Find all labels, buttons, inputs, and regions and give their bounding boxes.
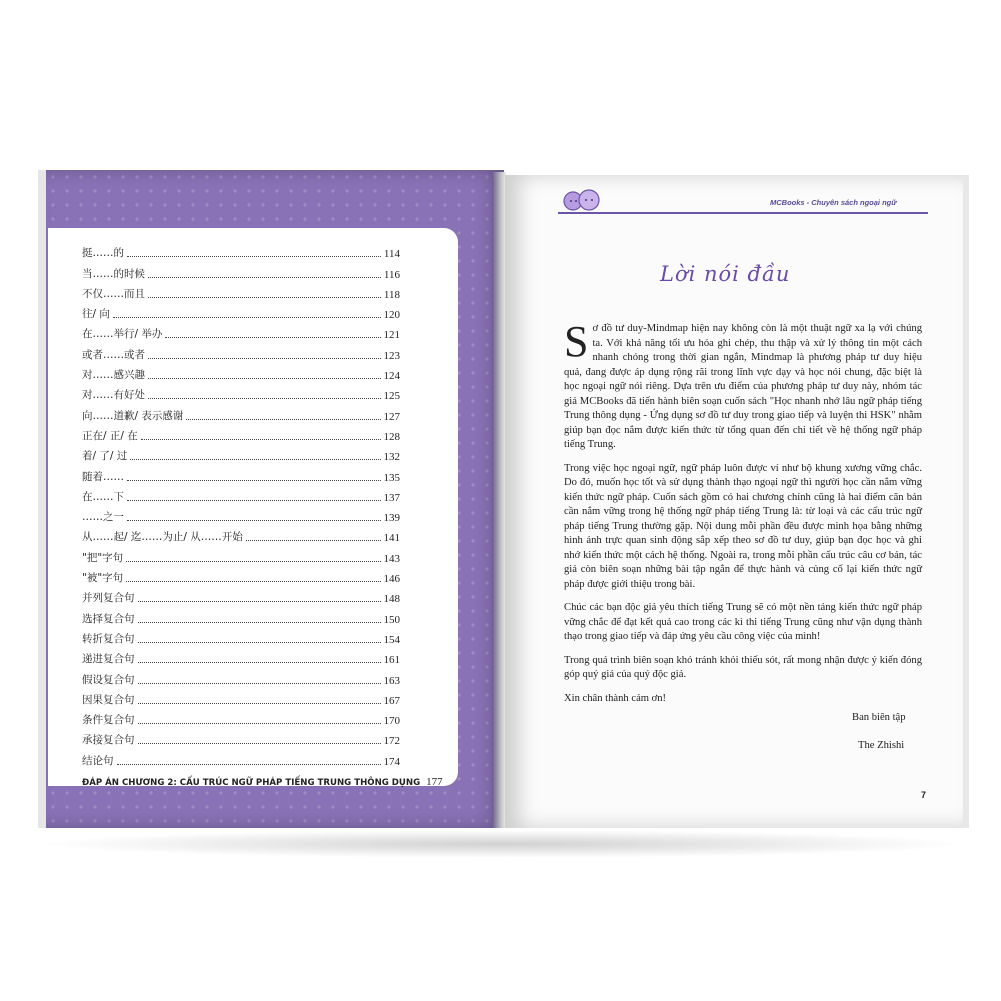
toc-label: 递进复合句 [82, 653, 135, 666]
preface-paragraph [564, 654, 922, 683]
toc-label: 向……道歉/ 表示感谢 [82, 409, 184, 422]
preface-paragraph-text: Trong quá trình biên soạn khó tránh khỏi thiếu sót, rất mong nhận được ý kiến đóng góp quý giá của quý độc giả. [564, 654, 922, 680]
toc-row [82, 727, 400, 747]
toc-page-number: 127 [383, 410, 400, 423]
toc-row [82, 402, 400, 422]
book-shadow [38, 830, 968, 858]
toc-row [82, 321, 400, 341]
toc-label: 正在/ 正/ 在 [82, 429, 138, 442]
toc-leader-dots [138, 641, 381, 643]
toc-row [82, 281, 400, 301]
toc-leader-dots [138, 742, 381, 744]
toc-row [82, 423, 400, 443]
preface-paragraph [564, 317, 922, 453]
toc-label: 往/ 向 [82, 308, 110, 321]
toc-leader-dots [127, 255, 381, 257]
toc-leader-dots [138, 661, 381, 663]
toc-label: "被"字句 [82, 572, 124, 585]
toc-page-number: 146 [383, 573, 400, 586]
toc-page-number: 170 [383, 715, 400, 728]
toc-row [82, 768, 443, 789]
signature-company: The Zhishi [858, 740, 905, 751]
preface-paragraph [564, 692, 922, 707]
header-rule [558, 212, 928, 214]
toc-row [82, 565, 400, 585]
toc-label: 结论句 [82, 754, 114, 767]
toc-label: ĐÁP ÁN CHƯƠNG 2: CẤU TRÚC NGỮ PHÁP TIẾNG TRUNG THÔNG DỤNG [82, 778, 421, 789]
toc-page-number: 163 [383, 674, 400, 687]
toc-leader-dots [126, 560, 380, 562]
toc-label: 在……下 [82, 490, 124, 503]
toc-page-number: 123 [383, 349, 400, 362]
toc-page-number: 116 [383, 268, 400, 281]
preface-paragraph [564, 601, 922, 645]
toc-label: 条件复合句 [82, 714, 135, 727]
toc-page-number: 128 [383, 430, 400, 443]
toc-row [82, 341, 400, 361]
toc-page-number: 135 [383, 471, 400, 484]
page-title: Lời nói đầu [660, 262, 791, 286]
preface-paragraph-text: Chúc các bạn độc giả yêu thích tiếng Trung sẽ có một nền tảng kiến thức ngữ pháp vững chắc để đạt kết quả cao trong các kì thi tiếng Trung cũng như vận dụng thành thạo trong giao tiếp và đáp ứng yêu cầu công việc của mình! [564, 602, 922, 642]
toc-row [82, 707, 400, 727]
toc-leader-dots [127, 479, 381, 481]
toc-row [82, 605, 400, 625]
toc-row [82, 240, 400, 260]
toc-leader-dots [246, 539, 381, 541]
toc-leader-dots [113, 316, 381, 318]
toc-label: 不仅……而且 [82, 287, 145, 300]
preface-paragraph-text: Trong việc học ngoại ngữ, ngữ pháp luôn được ví như bộ khung xương vững chắc. Do đó, muốn học tốt và sử dụng thành thạo ngoại ngữ thì người học cần nắm vững kiến thức ngữ pháp. Cuốn sách gồm có hai chương chính cũng là hai điểm căn bản cần nắm vững trong hệ thống ngữ pháp tiếng Trung là: từ loại và các cấu trúc ngữ pháp tiếng Trung thường gặp. Nội dung mỗi phần đều được minh họa bằng những hình ảnh trực quan sinh động sắp xếp theo sơ đồ tư duy, giúp bạn đọc học và ghi nhớ kiến thức một cách hệ thống. Ngoài ra, trong mỗi phần cấu trúc câu cơ bản, tác giả còn biên soạn những bài tập ngắn để thực hành và củng cố lại kiến thức ngữ pháp được giới thiệu trong bài. [564, 462, 922, 590]
signature-editor: Ban biên tập [852, 712, 906, 723]
toc-label: 着/ 了/ 过 [82, 450, 128, 463]
toc-row [82, 585, 400, 605]
toc-leader-dots [165, 336, 380, 338]
toc-leader-dots [127, 519, 381, 521]
toc-row [82, 747, 400, 767]
toc-page-number: 124 [383, 370, 400, 383]
toc-leader-dots [138, 600, 381, 602]
toc-label: 对……感兴趣 [82, 369, 145, 382]
toc-leader-dots [148, 276, 381, 278]
toc-page-number: 174 [383, 755, 400, 768]
toc-row [82, 626, 400, 646]
toc-leader-dots [148, 377, 381, 379]
toc-label: 挺……的 [82, 247, 124, 260]
toc-row [82, 260, 400, 280]
toc-page-number: 137 [383, 491, 400, 504]
toc-page-number: 177 [426, 776, 443, 789]
toc-leader-dots [141, 438, 381, 440]
toc-label: "把"字句 [82, 551, 124, 564]
toc-label: ……之一 [82, 511, 124, 524]
toc-leader-dots [138, 682, 381, 684]
preface-paragraph [564, 462, 922, 593]
toc-page-number: 141 [383, 532, 400, 545]
toc-row [82, 524, 400, 544]
toc-row [82, 646, 400, 666]
toc-label: 对……有好处 [82, 389, 145, 402]
toc-row [82, 666, 400, 686]
table-of-contents [82, 240, 443, 789]
toc-row [82, 463, 400, 483]
toc-page-number: 172 [383, 735, 400, 748]
toc-leader-dots [130, 458, 380, 460]
toc-leader-dots [138, 621, 381, 623]
toc-page-number: 148 [383, 593, 400, 606]
toc-leader-dots [126, 580, 380, 582]
toc-row [82, 544, 400, 564]
toc-leader-dots [148, 357, 381, 359]
preface-paragraph-text: Xin chân thành cảm ơn! [564, 692, 667, 704]
toc-page-number: 161 [383, 654, 400, 667]
toc-row [82, 504, 400, 524]
toc-page-number: 150 [383, 613, 400, 626]
toc-leader-dots [138, 702, 381, 704]
toc-label: 从……起/ 迄……为止/ 从……开始 [82, 531, 243, 544]
two-faces-logo-icon [558, 186, 606, 212]
toc-leader-dots [127, 499, 381, 501]
toc-row [82, 443, 400, 463]
toc-row [82, 362, 400, 382]
toc-leader-dots [148, 296, 381, 298]
toc-label: 承接复合句 [82, 734, 135, 747]
toc-page-number: 167 [383, 694, 400, 707]
header-publisher: MCBooks - Chuyên sách ngoại ngữ [770, 198, 897, 207]
toc-label: 因果复合句 [82, 693, 135, 706]
toc-row [82, 687, 400, 707]
toc-leader-dots [138, 722, 381, 724]
toc-label: 或者……或者 [82, 348, 145, 361]
book-spine [492, 172, 506, 828]
toc-page-number: 139 [383, 512, 400, 525]
toc-label: 并列复合句 [82, 592, 135, 605]
toc-row [82, 301, 400, 321]
toc-leader-dots [186, 418, 380, 420]
toc-row [82, 484, 400, 504]
toc-label: 选择复合句 [82, 612, 135, 625]
toc-page-number: 132 [383, 451, 400, 464]
preface-body [564, 317, 922, 715]
toc-label: 在……举行/ 举办 [82, 328, 163, 341]
drop-cap: S [564, 317, 589, 366]
toc-leader-dots [148, 397, 381, 399]
toc-label: 随着…… [82, 470, 124, 483]
toc-page-number: 143 [383, 552, 400, 565]
toc-label: 当……的时候 [82, 267, 145, 280]
toc-page-number: 118 [383, 288, 400, 301]
page-number: 7 [921, 790, 927, 800]
toc-page-number: 120 [383, 309, 400, 322]
preface-paragraph-text: ơ đồ tư duy-Mindmap hiện nay không còn là một thuật ngữ xa lạ với chúng ta. Với khả năng tối ưu hóa ghi chép, thu thập và xử lý thông tin một cách nhanh chóng trong thời gian ngắn, Mindmap là phương pháp tư duy hiệu quả, đang được áp dụng rộng rãi trong lĩnh vực dạy và học nói chung, đặc biệt là học ngoại ngữ nói riêng. Dựa trên ưu điểm của phương pháp tư duy này, nhóm tác giả MCBooks đã tiến hành biên soạn cuốn sách "Học nhanh nhớ lâu ngữ pháp tiếng Trung thông dụng - Ứng dụng sơ đồ tư duy trong giao tiếp và luyện thi HSK" nhằm giúp bạn đọc nắm được kiến thức từ tổng quan đến chi tiết về hệ thống ngữ pháp tiếng Trung. [564, 323, 922, 450]
toc-page-number: 125 [383, 390, 400, 403]
toc-label: 假设复合句 [82, 673, 135, 686]
toc-page-number: 121 [383, 329, 400, 342]
toc-label: 转折复合句 [82, 632, 135, 645]
toc-page-number: 154 [383, 633, 400, 646]
toc-row [82, 382, 400, 402]
toc-leader-dots [117, 763, 381, 765]
toc-page-number: 114 [383, 248, 400, 261]
